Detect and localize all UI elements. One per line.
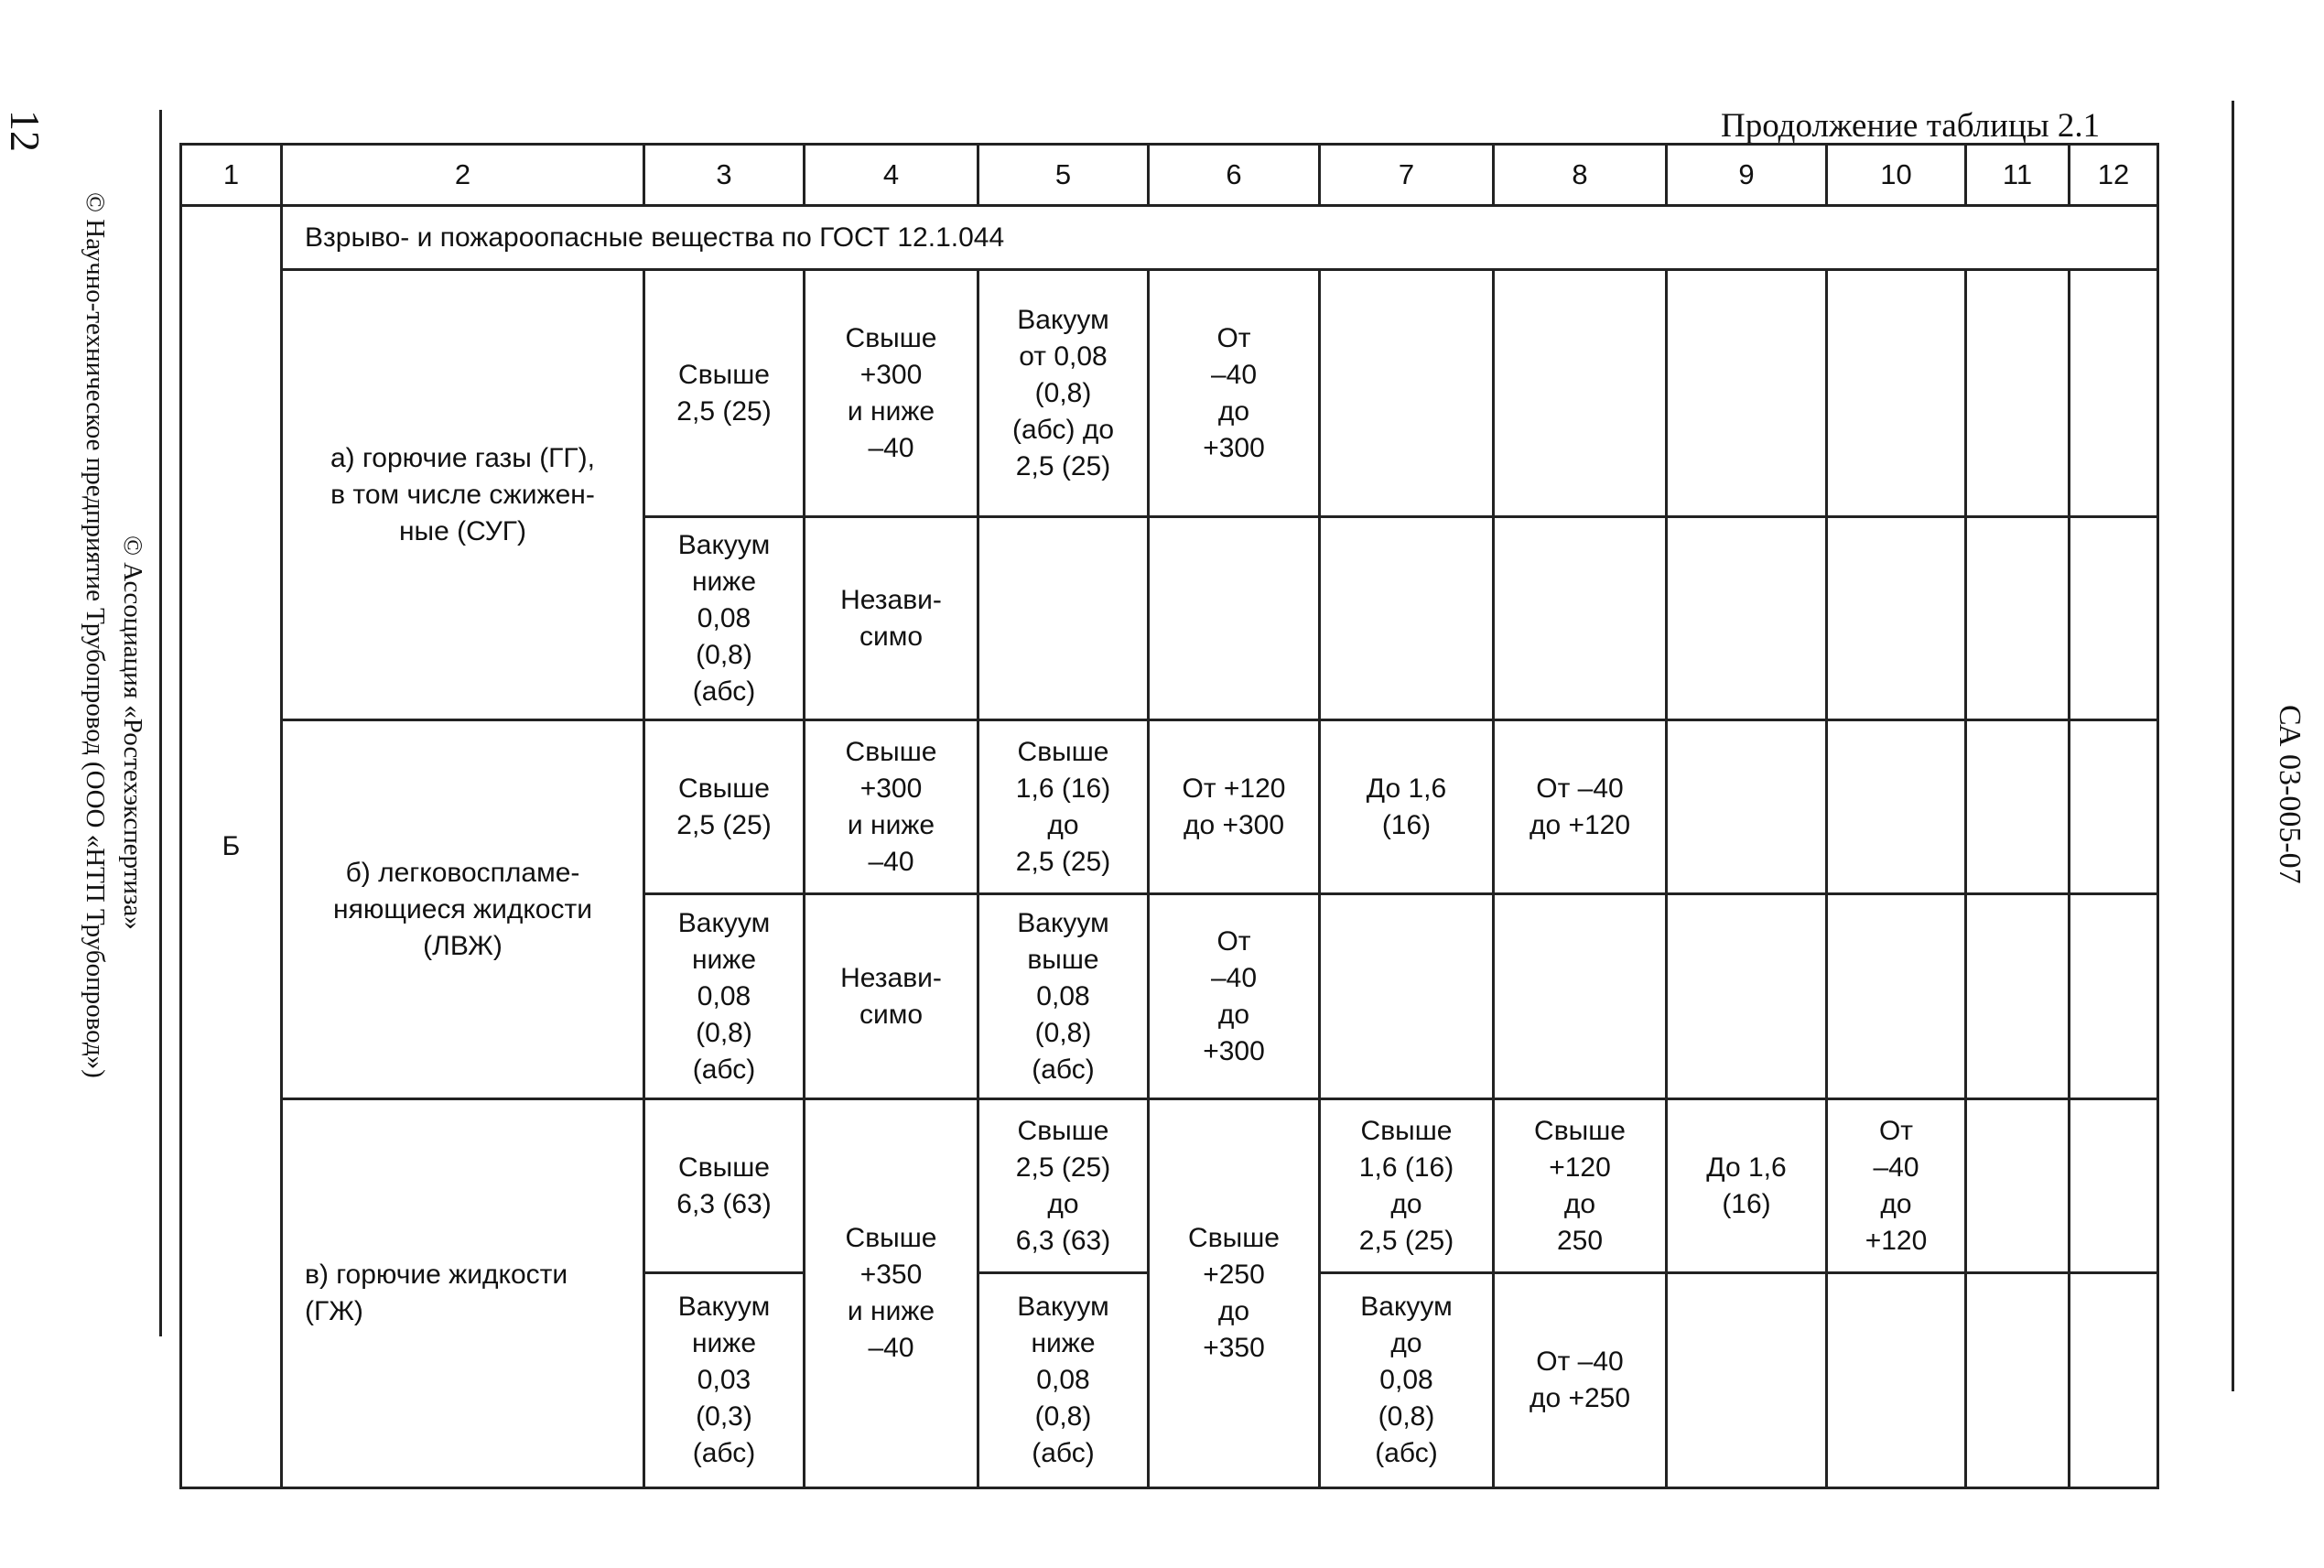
table-cell: Вакуум ниже 0,08 (0,8) (абс) [644, 894, 805, 1099]
substance-name: а) горючие газы (ГГ), в том числе сжижен- ные (СУГ) [282, 270, 644, 720]
table-cell: До 1,6 (16) [1667, 1099, 1827, 1273]
table-cell: Незави- симо [805, 894, 978, 1099]
substance-name: в) горючие жидкости (ГЖ) [282, 1099, 644, 1488]
table-cell [1667, 894, 1827, 1099]
table-cell [1966, 1099, 2070, 1273]
col-header: 9 [1667, 145, 1827, 206]
margin-rule-right [2232, 101, 2234, 1391]
col-header: 11 [1966, 145, 2070, 206]
table-cell [1827, 894, 1966, 1099]
table-cell [1667, 270, 1827, 517]
table-cell: Вакуум выше 0,08 (0,8) (абс) [978, 894, 1149, 1099]
col-header: 12 [2070, 145, 2158, 206]
table-cell: От +120 до +300 [1149, 720, 1320, 894]
table-cell [1966, 517, 2070, 720]
section-title: Взрыво- и пожароопасные вещества по ГОСТ 12.1.044 [282, 206, 2158, 270]
table-cell: От –40 до +300 [1149, 894, 1320, 1099]
table-cell [1667, 720, 1827, 894]
col-header: 6 [1149, 145, 1320, 206]
col-header: 1 [181, 145, 282, 206]
table-cell [1494, 270, 1667, 517]
table-cell: Свыше 2,5 (25) [644, 720, 805, 894]
table-cell: Свыше 2,5 (25) [644, 270, 805, 517]
table-cell [2070, 720, 2158, 894]
copyright-association: © Ассоциация «Ростехэкспертиза» [118, 535, 147, 930]
col-header: 5 [978, 145, 1149, 206]
copyright-enterprise: © Научно-техническое предприятие Трубопровод (ООО «НТП Трубопровод») [81, 192, 110, 1078]
table-cell [1827, 270, 1966, 517]
table-cell: До 1,6 (16) [1320, 720, 1494, 894]
table-cell: Вакуум ниже 0,08 (0,8) (абс) [644, 517, 805, 720]
table-row [181, 270, 2158, 517]
table-cell [1667, 1273, 1827, 1488]
table-cell: Свыше 6,3 (63) [644, 1099, 805, 1273]
table-cell [2070, 1099, 2158, 1273]
margin-rule [159, 110, 162, 1336]
table-row [181, 1099, 2158, 1273]
table-cell [1494, 894, 1667, 1099]
table-caption: Продолжение таблицы 2.1 [1721, 107, 2101, 145]
col-header: 8 [1494, 145, 1667, 206]
table-cell: Свыше +300 и ниже –40 [805, 270, 978, 517]
table-cell: Свыше 1,6 (16) до 2,5 (25) [1320, 1099, 1494, 1273]
table-cell [2070, 517, 2158, 720]
table-cell [978, 517, 1149, 720]
table-cell: От –40 до +250 [1494, 1273, 1667, 1488]
col-header: 2 [282, 145, 644, 206]
table-cell: От –40 до +120 [1827, 1099, 1966, 1273]
col-header: 10 [1827, 145, 1966, 206]
table-cell: Свыше 1,6 (16) до 2,5 (25) [978, 720, 1149, 894]
table-cell [1320, 517, 1494, 720]
table-cell [1149, 517, 1320, 720]
table-cell: Вакуум ниже 0,03 (0,3) (абс) [644, 1273, 805, 1488]
header-row [181, 145, 2158, 206]
col-header: 7 [1320, 145, 1494, 206]
col-header: 4 [805, 145, 978, 206]
table-cell [1827, 720, 1966, 894]
table-cell: Свыше +350 и ниже –40 [805, 1099, 978, 1488]
table-cell [1966, 270, 2070, 517]
table-cell: Свыше 2,5 (25) до 6,3 (63) [978, 1099, 1149, 1273]
table-cell [1320, 270, 1494, 517]
table-cell: От –40 до +300 [1149, 270, 1320, 517]
table-cell [2070, 270, 2158, 517]
table-cell [2070, 1273, 2158, 1488]
table-cell [1827, 1273, 1966, 1488]
table-cell: От –40 до +120 [1494, 720, 1667, 894]
table-cell [1494, 517, 1667, 720]
table-cell: Вакуум ниже 0,08 (0,8) (абс) [978, 1273, 1149, 1488]
table-cell [1966, 720, 2070, 894]
table-cell: Вакуум от 0,08 (0,8) (абс) до 2,5 (25) [978, 270, 1149, 517]
table-cell [1667, 517, 1827, 720]
table-cell [1966, 1273, 2070, 1488]
table-cell [1320, 894, 1494, 1099]
substance-name: б) легковоспламе- няющиеся жидкости (ЛВЖ) [282, 720, 644, 1099]
section-row [181, 206, 2158, 270]
table-cell: Незави- симо [805, 517, 978, 720]
table-cell [2070, 894, 2158, 1099]
table-cell: Свыше +120 до 250 [1494, 1099, 1667, 1273]
page-number: 12 [2, 110, 49, 152]
table-row [181, 720, 2158, 894]
table-cell: Свыше +250 до +350 [1149, 1099, 1320, 1488]
table-cell [1966, 894, 2070, 1099]
table-cell: Вакуум до 0,08 (0,8) (абс) [1320, 1273, 1494, 1488]
col-header: 3 [644, 145, 805, 206]
table-cell [1827, 517, 1966, 720]
table-cell: Свыше +300 и ниже –40 [805, 720, 978, 894]
substances-table [179, 143, 2159, 1489]
group-cell: Б [181, 206, 282, 1488]
document-code: СА 03-005-07 [2273, 705, 2307, 884]
